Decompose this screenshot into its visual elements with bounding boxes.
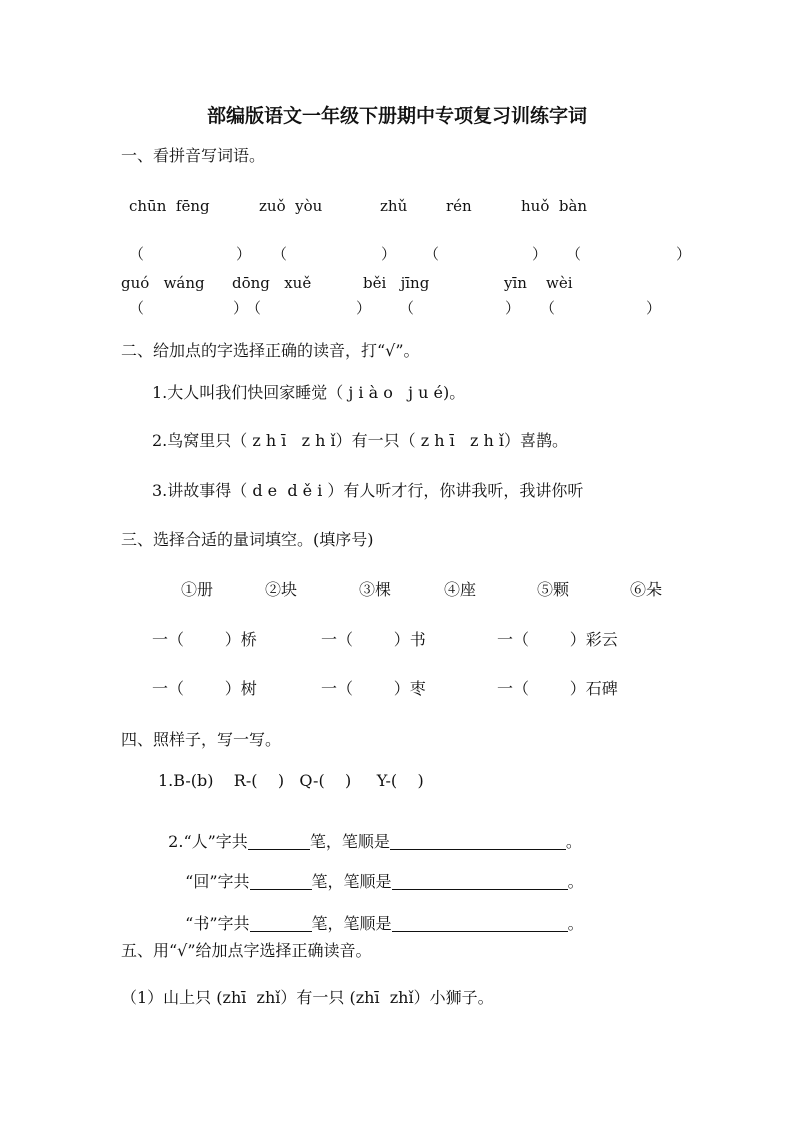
close-paren: ） xyxy=(532,245,548,263)
stroke-mid: 笔，笔顺是 xyxy=(311,872,392,891)
section-2-heading: 二、给加点的字选择正确的读音，打“√”。 xyxy=(121,341,420,360)
fill-blank: 一（ ）枣 xyxy=(321,679,426,698)
stroke-count-blank[interactable] xyxy=(250,915,312,932)
section-1-heading: 一、看拼音写词语。 xyxy=(121,146,266,165)
close-paren: ） xyxy=(505,299,521,317)
question-item: （1）山上只 (zhī zhǐ）有一只 (zhī zhǐ）小狮子。 xyxy=(121,988,494,1007)
stroke-order-blank[interactable] xyxy=(392,873,568,890)
measure-word-option: ⑥朵 xyxy=(630,580,663,599)
stroke-mid: 笔，笔顺是 xyxy=(309,832,390,851)
fill-blank: 一（ ）石碑 xyxy=(497,679,618,698)
stroke-order-blank[interactable] xyxy=(390,833,566,850)
close-paren: ） xyxy=(646,299,662,317)
open-paren: （ xyxy=(540,299,556,317)
measure-word-option: ③棵 xyxy=(359,580,392,599)
fill-blank: 一（ ）彩云 xyxy=(497,630,618,649)
measure-word-option: ④座 xyxy=(444,580,477,599)
pinyin: dōng xuě xyxy=(232,274,312,292)
stroke-mid: 笔，笔顺是 xyxy=(311,914,392,933)
stroke-end: 。 xyxy=(567,914,584,933)
stroke-end: 。 xyxy=(567,872,584,891)
section-4-heading: 四、照样子，写一写。 xyxy=(121,730,282,749)
letter-example-line: 1.B-(b) R-( ) Q-( ) Y-( ) xyxy=(158,771,424,790)
close-paren: ） xyxy=(233,299,249,317)
close-paren: ） xyxy=(236,245,252,263)
close-paren: ） xyxy=(676,245,692,263)
open-paren: （ xyxy=(129,245,145,263)
open-paren: （ xyxy=(566,245,582,263)
pinyin: rén xyxy=(446,197,472,215)
fill-blank: 一（ ）桥 xyxy=(152,630,257,649)
pinyin: zuǒ yòu xyxy=(259,197,323,215)
question-item: 3.讲故事得（ d e d ě i ）有人听才行，你讲我听，我讲你听 xyxy=(152,481,584,500)
stroke-count-blank[interactable] xyxy=(250,873,312,890)
pinyin: yīn wèi xyxy=(504,274,573,292)
section-5-heading: 五、用“√”给加点字选择正确读音。 xyxy=(121,941,372,960)
stroke-row xyxy=(175,894,584,934)
stroke-end: 。 xyxy=(565,832,582,851)
fill-blank: 一（ ）书 xyxy=(321,630,426,649)
open-paren: （ xyxy=(129,299,145,317)
page-title: 部编版语文一年级下册期中专项复习训练字词 xyxy=(206,105,587,127)
pinyin: guó wáng xyxy=(121,274,205,292)
open-paren: （ xyxy=(272,245,288,263)
question-item: 2.鸟窝里只（ z h ī z h ǐ）有一只（ z h ī z h ǐ）喜鹊。 xyxy=(152,431,569,450)
measure-word-option: ⑤颗 xyxy=(537,580,570,599)
stroke-prefix: “回”字共 xyxy=(185,872,250,891)
measure-word-option: ①册 xyxy=(181,580,214,599)
stroke-row xyxy=(175,852,584,892)
close-paren: ） xyxy=(356,299,372,317)
open-paren: （ xyxy=(424,245,440,263)
measure-word-option: ②块 xyxy=(265,580,298,599)
pinyin: huǒ bàn xyxy=(521,197,588,215)
open-paren: （ xyxy=(399,299,415,317)
stroke-order-blank[interactable] xyxy=(392,915,568,932)
section-3-heading: 三、选择合适的量词填空。(填序号) xyxy=(121,530,374,549)
pinyin: běi jīng xyxy=(363,274,430,292)
stroke-row xyxy=(158,812,582,852)
pinyin: chūn fēng xyxy=(129,197,210,215)
fill-blank: 一（ ）树 xyxy=(152,679,257,698)
stroke-prefix: “书”字共 xyxy=(185,914,250,933)
pinyin: zhǔ xyxy=(380,197,408,215)
close-paren: ） xyxy=(381,245,397,263)
stroke-count-blank[interactable] xyxy=(248,833,310,850)
open-paren: （ xyxy=(246,299,262,317)
question-item: 1.大人叫我们快回家睡觉（ j i à o j u é)。 xyxy=(152,383,466,402)
stroke-prefix: 2.“人”字共 xyxy=(168,832,248,851)
